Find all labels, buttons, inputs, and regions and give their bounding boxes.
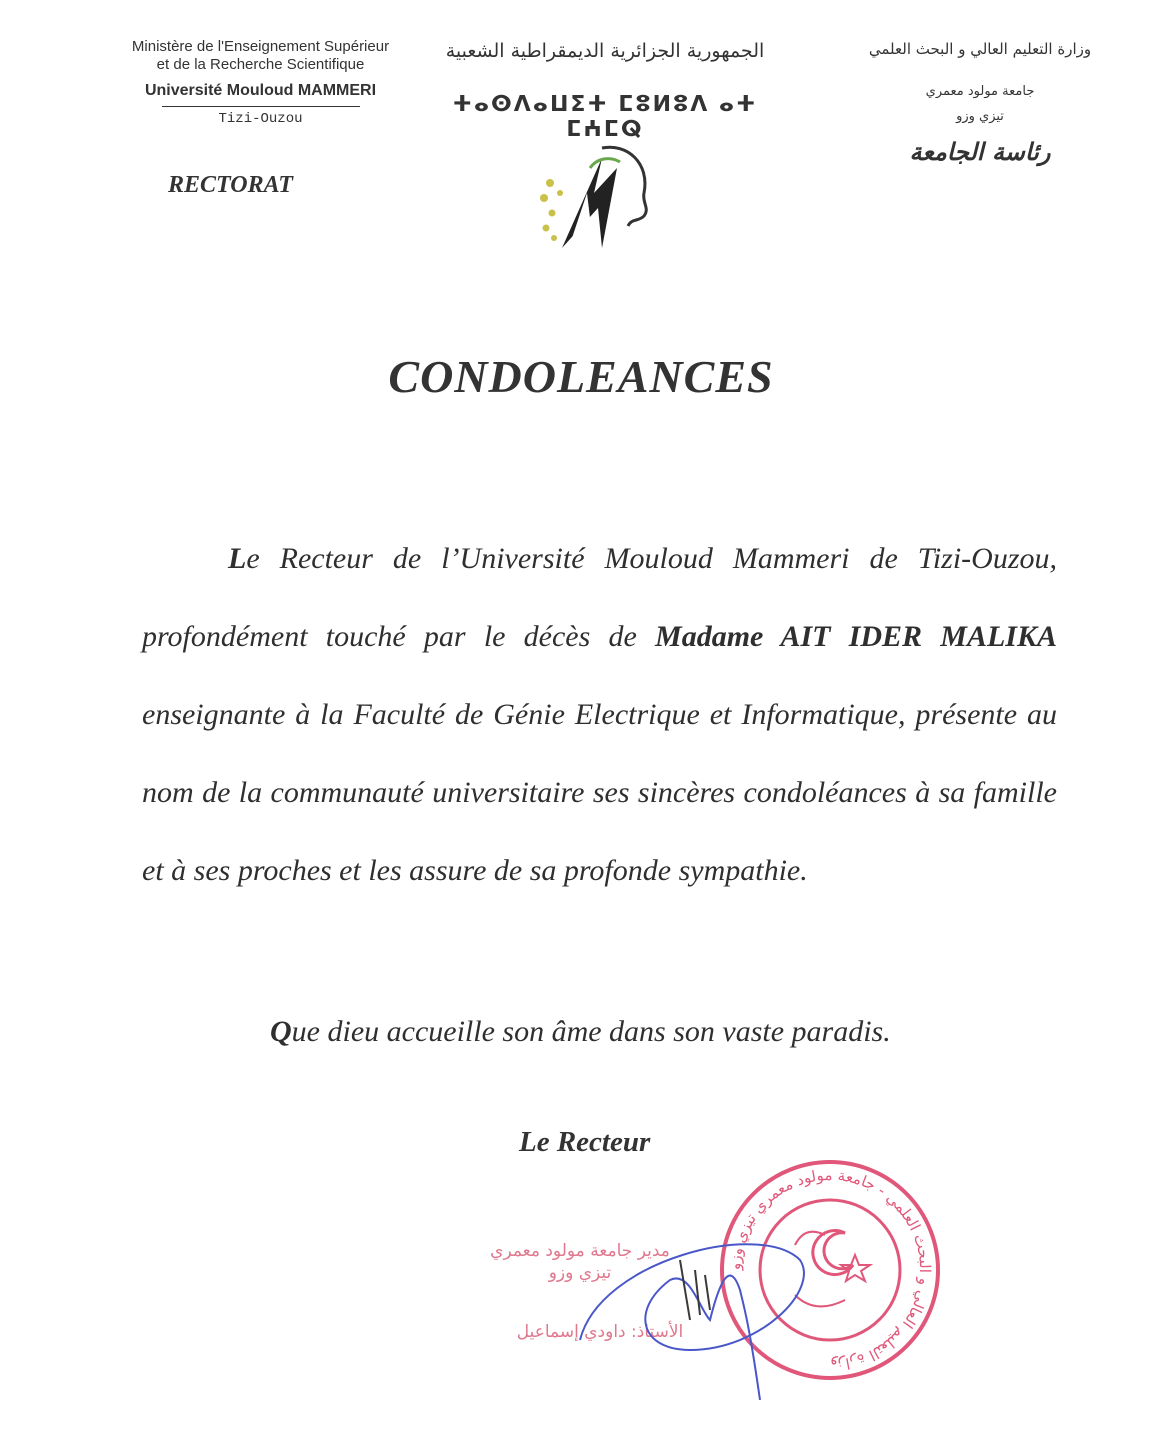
city-fr: Tizi-Ouzou bbox=[218, 111, 303, 127]
ministry-ar: وزارة التعليم العالي و البحث العلمي bbox=[868, 40, 1092, 58]
handwritten-signature-icon bbox=[560, 1200, 820, 1420]
ministry-fr-line2: et de la Recherche Scientifique bbox=[156, 56, 365, 73]
university-name-tifinagh: ⵜⴰⵙⴷⴰⵡⵉⵜ ⵎⵓⵍⵓⴷ ⴰⵜ ⵎⵄⵎⵕ bbox=[452, 92, 758, 142]
paragraph-text-a: e Recteur de l’Université Mouloud Mammeri de Tizi-Ouzou, profondément touché par le décès de bbox=[142, 542, 1057, 653]
closing-dropcap: Q bbox=[270, 1015, 292, 1048]
header-left-block bbox=[118, 38, 403, 127]
university-name-fr: Université Mouloud MAMMERI bbox=[144, 82, 377, 99]
signer-title: Le Recteur bbox=[519, 1126, 651, 1158]
closing-text: ue dieu accueille son âme dans son vaste paradis. bbox=[291, 1015, 891, 1048]
condolence-body bbox=[142, 520, 1057, 910]
signature-title-line2: تيزي وزو bbox=[548, 1263, 612, 1283]
republic-name-ar: الجمهورية الجزائرية الديمقراطية الشعبية bbox=[445, 40, 765, 62]
deceased-name: Madame AIT IDER MALIKA bbox=[655, 620, 1057, 653]
paragraph-text-b: enseignante à la Faculté de Génie Electrique et Informatique, présente au nom de la communauté universitaire ses sincères condoléances à sa famille et à ses proches et les assure de sa profonde sympathie. bbox=[142, 698, 1057, 887]
university-logo-icon bbox=[532, 138, 662, 253]
office-ar: رئاسة الجامعة bbox=[909, 138, 1051, 166]
closing-line bbox=[270, 1002, 891, 1062]
seal-text: وزارة التعليم العالي و البحث العلمي - جامعة مولود معمري تيزي وزو bbox=[725, 1165, 935, 1375]
ministry-fr-line1: Ministère de l'Enseignement Supérieur bbox=[131, 38, 390, 55]
header-divider bbox=[162, 106, 360, 107]
paragraph-dropcap: L bbox=[228, 542, 247, 575]
signature-title-line1: مدير جامعة مولود معمري bbox=[490, 1241, 670, 1261]
header-center-block bbox=[420, 40, 790, 142]
document-title: CONDOLEANCES bbox=[388, 351, 774, 402]
header-right-block bbox=[850, 40, 1110, 166]
university-name-ar: جامعة مولود معمري bbox=[925, 84, 1035, 99]
city-ar: تيزي وزو bbox=[956, 109, 1004, 124]
signatory-name-ar: الأستاذ: داودي إسماعيل bbox=[516, 1322, 684, 1342]
body-paragraph bbox=[142, 520, 1057, 910]
office-fr: RECTORAT bbox=[168, 172, 293, 198]
